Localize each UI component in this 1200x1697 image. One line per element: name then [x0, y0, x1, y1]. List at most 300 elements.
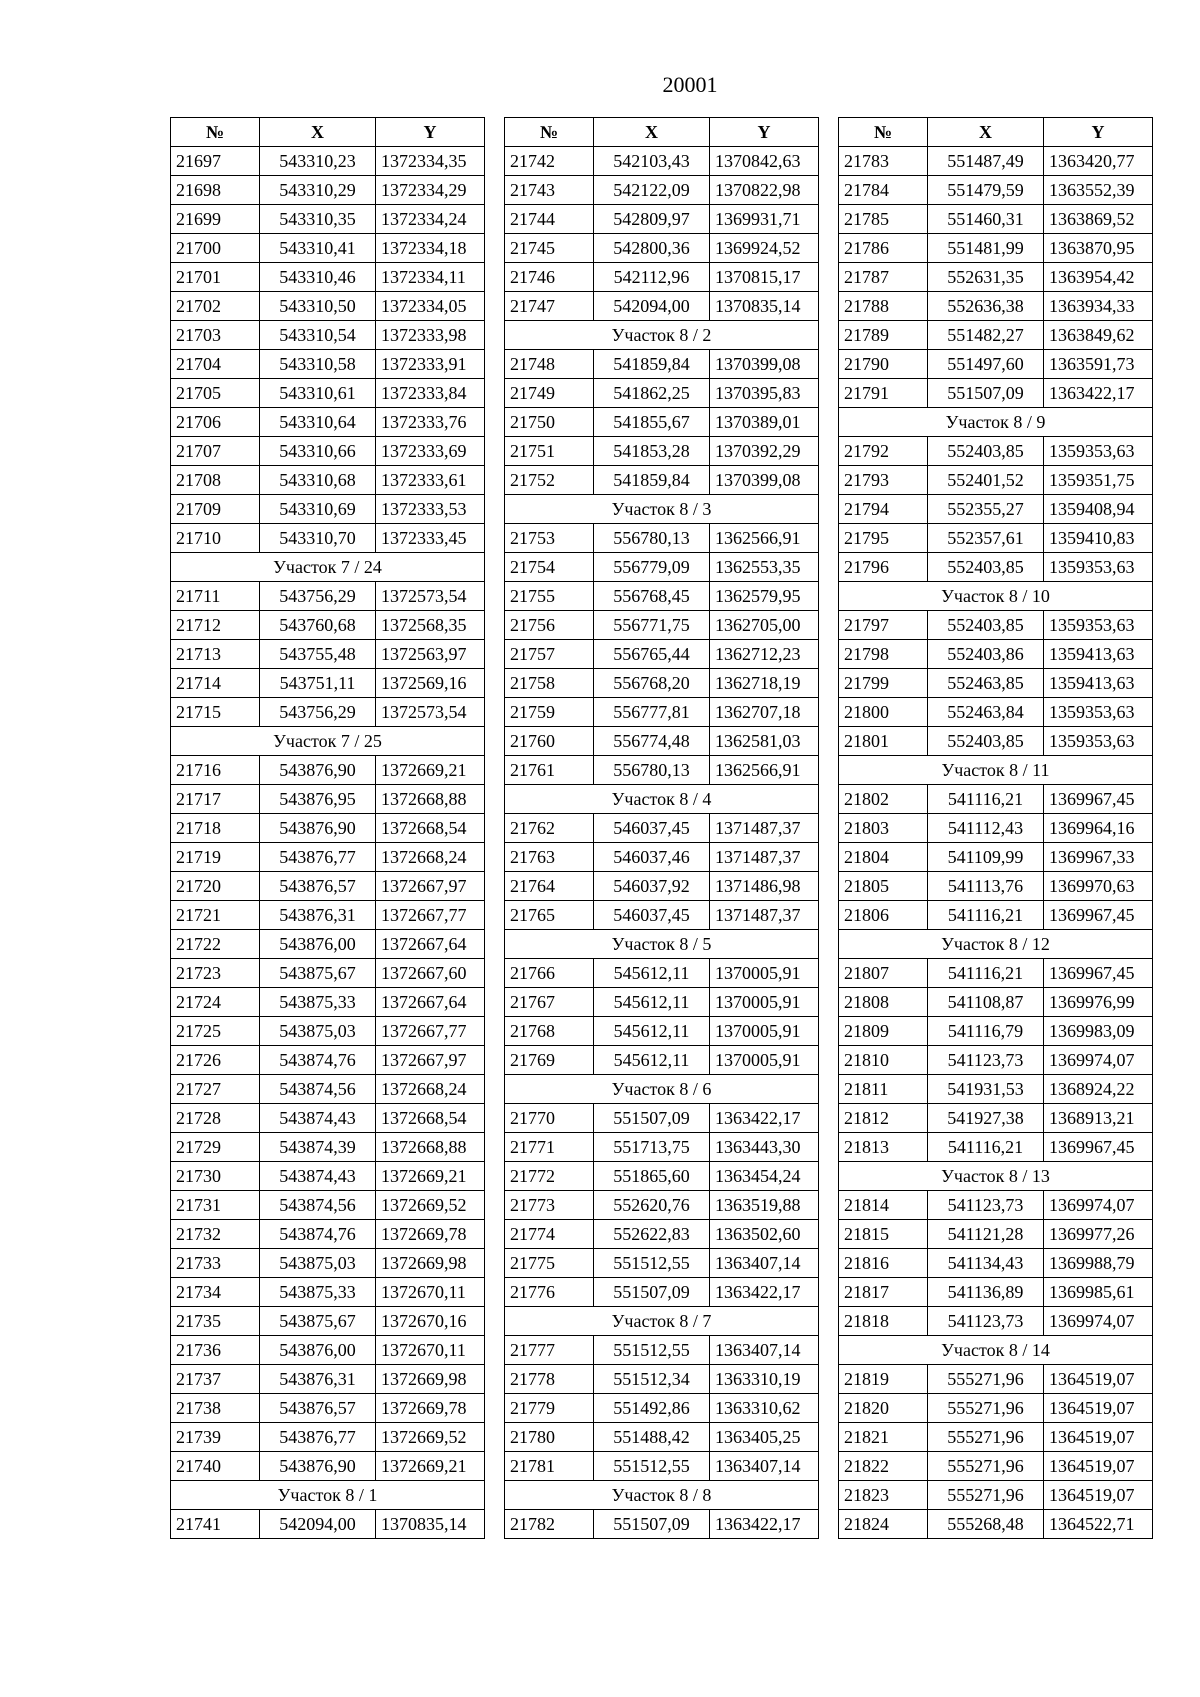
- point-number-cell: 21765: [505, 901, 594, 930]
- x-coordinate-cell: 541123,73: [928, 1307, 1044, 1336]
- point-number-cell: 21789: [839, 321, 928, 350]
- section-label: Участок 8 / 7: [505, 1307, 819, 1336]
- point-number-cell: 21823: [839, 1481, 928, 1510]
- table-row: [839, 1191, 1153, 1220]
- x-coordinate-cell: 555271,96: [928, 1365, 1044, 1394]
- point-number-cell: 21802: [839, 785, 928, 814]
- x-coordinate-cell: 543874,39: [260, 1133, 376, 1162]
- x-coordinate-cell: 551507,09: [594, 1104, 710, 1133]
- point-number-cell: 21723: [171, 959, 260, 988]
- x-coordinate-cell: 551482,27: [928, 321, 1044, 350]
- point-number-cell: 21719: [171, 843, 260, 872]
- point-number-cell: 21700: [171, 234, 260, 263]
- table-row: [171, 930, 485, 959]
- x-coordinate-cell: 543755,48: [260, 640, 376, 669]
- y-coordinate-cell: 1372333,53: [376, 495, 485, 524]
- table-row: [171, 1394, 485, 1423]
- y-coordinate-cell: 1370389,01: [710, 408, 819, 437]
- x-coordinate-cell: 543876,00: [260, 1336, 376, 1365]
- y-coordinate-cell: 1362581,03: [710, 727, 819, 756]
- y-coordinate-cell: 1372668,88: [376, 785, 485, 814]
- table-row: [839, 1249, 1153, 1278]
- point-number-cell: 21717: [171, 785, 260, 814]
- table-row: [505, 843, 819, 872]
- point-number-cell: 21793: [839, 466, 928, 495]
- x-coordinate-cell: 543310,70: [260, 524, 376, 553]
- x-coordinate-cell: 556779,09: [594, 553, 710, 582]
- y-coordinate-cell: 1363422,17: [710, 1104, 819, 1133]
- y-coordinate-cell: 1370822,98: [710, 176, 819, 205]
- point-number-cell: 21752: [505, 466, 594, 495]
- x-coordinate-cell: 541116,79: [928, 1017, 1044, 1046]
- y-coordinate-cell: 1369967,45: [1044, 785, 1153, 814]
- point-number-cell: 21808: [839, 988, 928, 1017]
- y-coordinate-cell: 1372670,11: [376, 1278, 485, 1307]
- table-row: [505, 1452, 819, 1481]
- point-number-cell: 21804: [839, 843, 928, 872]
- point-number-cell: 21819: [839, 1365, 928, 1394]
- x-coordinate-cell: 543751,11: [260, 669, 376, 698]
- y-coordinate-cell: 1363870,95: [1044, 234, 1153, 263]
- y-coordinate-cell: 1363407,14: [710, 1336, 819, 1365]
- x-coordinate-cell: 541116,21: [928, 959, 1044, 988]
- y-coordinate-cell: 1372668,24: [376, 843, 485, 872]
- table-row: [171, 582, 485, 611]
- table-row: [171, 1423, 485, 1452]
- y-coordinate-cell: 1372668,88: [376, 1133, 485, 1162]
- point-number-cell: 21766: [505, 959, 594, 988]
- x-coordinate-cell: 551488,42: [594, 1423, 710, 1452]
- y-coordinate-cell: 1363443,30: [710, 1133, 819, 1162]
- x-coordinate-cell: 543875,03: [260, 1017, 376, 1046]
- table-row: [839, 611, 1153, 640]
- y-coordinate-cell: 1372333,76: [376, 408, 485, 437]
- point-number-cell: 21751: [505, 437, 594, 466]
- x-coordinate-cell: 541853,28: [594, 437, 710, 466]
- y-coordinate-cell: 1370392,29: [710, 437, 819, 466]
- table-row: [505, 872, 819, 901]
- table-row: [171, 466, 485, 495]
- x-coordinate-cell: 552620,76: [594, 1191, 710, 1220]
- x-coordinate-cell: 543874,76: [260, 1220, 376, 1249]
- point-number-cell: 21742: [505, 147, 594, 176]
- x-coordinate-cell: 543310,23: [260, 147, 376, 176]
- x-coordinate-cell: 543874,43: [260, 1162, 376, 1191]
- y-coordinate-cell: 1369974,07: [1044, 1307, 1153, 1336]
- point-number-cell: 21780: [505, 1423, 594, 1452]
- point-number-cell: 21705: [171, 379, 260, 408]
- x-coordinate-cell: 543876,95: [260, 785, 376, 814]
- table-row: [839, 1104, 1153, 1133]
- y-coordinate-cell: 1372334,24: [376, 205, 485, 234]
- x-coordinate-cell: 543310,68: [260, 466, 376, 495]
- table-row: [839, 1307, 1153, 1336]
- section-label: Участок 8 / 5: [505, 930, 819, 959]
- y-coordinate-cell: 1368913,21: [1044, 1104, 1153, 1133]
- point-number-cell: 21762: [505, 814, 594, 843]
- y-coordinate-cell: 1372334,05: [376, 292, 485, 321]
- table-row: [505, 466, 819, 495]
- table-row: [839, 872, 1153, 901]
- table-row: [171, 698, 485, 727]
- table-row: [171, 1191, 485, 1220]
- section-row: [171, 727, 485, 756]
- section-row: [839, 408, 1153, 437]
- page-number: 20001: [662, 72, 718, 97]
- x-coordinate-cell: 543876,90: [260, 1452, 376, 1481]
- table-row: [839, 205, 1153, 234]
- x-coordinate-cell: 542094,00: [260, 1510, 376, 1539]
- x-coordinate-cell: 542103,43: [594, 147, 710, 176]
- section-row: [839, 1336, 1153, 1365]
- point-number-cell: 21734: [171, 1278, 260, 1307]
- section-row: [505, 785, 819, 814]
- table-row: [171, 1162, 485, 1191]
- y-coordinate-cell: 1363422,17: [710, 1278, 819, 1307]
- x-coordinate-cell: 555271,96: [928, 1481, 1044, 1510]
- x-coordinate-cell: 542800,36: [594, 234, 710, 263]
- header-y: Y: [710, 118, 819, 147]
- point-number-cell: 21722: [171, 930, 260, 959]
- x-coordinate-cell: 555268,48: [928, 1510, 1044, 1539]
- x-coordinate-cell: 551460,31: [928, 205, 1044, 234]
- table-row: [839, 495, 1153, 524]
- y-coordinate-cell: 1359353,63: [1044, 727, 1153, 756]
- y-coordinate-cell: 1370395,83: [710, 379, 819, 408]
- point-number-cell: 21754: [505, 553, 594, 582]
- table-row: [505, 959, 819, 988]
- y-coordinate-cell: 1372669,98: [376, 1365, 485, 1394]
- point-number-cell: 21738: [171, 1394, 260, 1423]
- y-coordinate-cell: 1359353,63: [1044, 437, 1153, 466]
- point-number-cell: 21746: [505, 263, 594, 292]
- point-number-cell: 21774: [505, 1220, 594, 1249]
- point-number-cell: 21699: [171, 205, 260, 234]
- header-number: №: [505, 118, 594, 147]
- point-number-cell: 21725: [171, 1017, 260, 1046]
- table-row: [505, 1394, 819, 1423]
- section-row: [505, 495, 819, 524]
- section-label: Участок 8 / 14: [839, 1336, 1153, 1365]
- point-number-cell: 21704: [171, 350, 260, 379]
- y-coordinate-cell: 1372669,78: [376, 1220, 485, 1249]
- point-number-cell: 21770: [505, 1104, 594, 1133]
- table-header-row: [839, 118, 1153, 147]
- table-row: [839, 814, 1153, 843]
- y-coordinate-cell: 1363869,52: [1044, 205, 1153, 234]
- table-row: [839, 669, 1153, 698]
- point-number-cell: 21783: [839, 147, 928, 176]
- point-number-cell: 21792: [839, 437, 928, 466]
- table-row: [839, 1481, 1153, 1510]
- point-number-cell: 21784: [839, 176, 928, 205]
- x-coordinate-cell: 555271,96: [928, 1394, 1044, 1423]
- y-coordinate-cell: 1364519,07: [1044, 1365, 1153, 1394]
- header-x: X: [928, 118, 1044, 147]
- x-coordinate-cell: 556780,13: [594, 524, 710, 553]
- y-coordinate-cell: 1372333,69: [376, 437, 485, 466]
- x-coordinate-cell: 552401,52: [928, 466, 1044, 495]
- point-number-cell: 21714: [171, 669, 260, 698]
- section-row: [171, 1481, 485, 1510]
- x-coordinate-cell: 551507,09: [928, 379, 1044, 408]
- point-number-cell: 21733: [171, 1249, 260, 1278]
- table-row: [505, 1365, 819, 1394]
- y-coordinate-cell: 1372334,18: [376, 234, 485, 263]
- point-number-cell: 21739: [171, 1423, 260, 1452]
- table-row: [171, 959, 485, 988]
- table-row: [839, 843, 1153, 872]
- x-coordinate-cell: 541859,84: [594, 350, 710, 379]
- table-row: [505, 263, 819, 292]
- header-y: Y: [376, 118, 485, 147]
- y-coordinate-cell: 1372670,16: [376, 1307, 485, 1336]
- table-row: [171, 1133, 485, 1162]
- table-header-row: [171, 118, 485, 147]
- y-coordinate-cell: 1372667,60: [376, 959, 485, 988]
- y-coordinate-cell: 1372667,77: [376, 1017, 485, 1046]
- point-number-cell: 21749: [505, 379, 594, 408]
- table-row: [505, 379, 819, 408]
- y-coordinate-cell: 1372573,54: [376, 698, 485, 727]
- x-coordinate-cell: 552403,85: [928, 553, 1044, 582]
- x-coordinate-cell: 542809,97: [594, 205, 710, 234]
- point-number-cell: 21817: [839, 1278, 928, 1307]
- table-row: [505, 1046, 819, 1075]
- y-coordinate-cell: 1372668,54: [376, 1104, 485, 1133]
- table-row: [171, 292, 485, 321]
- section-label: Участок 8 / 2: [505, 321, 819, 350]
- y-coordinate-cell: 1369924,52: [710, 234, 819, 263]
- table-row: [839, 1365, 1153, 1394]
- point-number-cell: 21786: [839, 234, 928, 263]
- y-coordinate-cell: 1370835,14: [710, 292, 819, 321]
- point-number-cell: 21801: [839, 727, 928, 756]
- y-coordinate-cell: 1370399,08: [710, 466, 819, 495]
- table-row: [505, 988, 819, 1017]
- point-number-cell: 21721: [171, 901, 260, 930]
- section-row: [505, 930, 819, 959]
- x-coordinate-cell: 551512,34: [594, 1365, 710, 1394]
- point-number-cell: 21777: [505, 1336, 594, 1365]
- y-coordinate-cell: 1372669,52: [376, 1423, 485, 1452]
- table-row: [839, 1423, 1153, 1452]
- y-coordinate-cell: 1359410,83: [1044, 524, 1153, 553]
- y-coordinate-cell: 1359413,63: [1044, 640, 1153, 669]
- table-row: [839, 553, 1153, 582]
- section-row: [839, 756, 1153, 785]
- point-number-cell: 21747: [505, 292, 594, 321]
- x-coordinate-cell: 541123,73: [928, 1191, 1044, 1220]
- point-number-cell: 21707: [171, 437, 260, 466]
- point-number-cell: 21716: [171, 756, 260, 785]
- x-coordinate-cell: 551479,59: [928, 176, 1044, 205]
- point-number-cell: 21731: [171, 1191, 260, 1220]
- table-row: [171, 640, 485, 669]
- section-row: [171, 553, 485, 582]
- table-row: [505, 814, 819, 843]
- table-row: [171, 756, 485, 785]
- point-number-cell: 21820: [839, 1394, 928, 1423]
- x-coordinate-cell: 541927,38: [928, 1104, 1044, 1133]
- table-row: [839, 350, 1153, 379]
- table-row: [839, 1133, 1153, 1162]
- point-number-cell: 21782: [505, 1510, 594, 1539]
- x-coordinate-cell: 552463,85: [928, 669, 1044, 698]
- table-row: [505, 1336, 819, 1365]
- table-row: [839, 1510, 1153, 1539]
- table-row: [505, 582, 819, 611]
- coordinates-table-1: [170, 117, 485, 1539]
- point-number-cell: 21769: [505, 1046, 594, 1075]
- y-coordinate-cell: 1372334,35: [376, 147, 485, 176]
- x-coordinate-cell: 543310,35: [260, 205, 376, 234]
- x-coordinate-cell: 543310,69: [260, 495, 376, 524]
- coordinates-table-3: [838, 117, 1153, 1539]
- y-coordinate-cell: 1362705,00: [710, 611, 819, 640]
- point-number-cell: 21800: [839, 698, 928, 727]
- table-row: [171, 263, 485, 292]
- x-coordinate-cell: 543875,03: [260, 1249, 376, 1278]
- point-number-cell: 21726: [171, 1046, 260, 1075]
- x-coordinate-cell: 543310,29: [260, 176, 376, 205]
- point-number-cell: 21760: [505, 727, 594, 756]
- x-coordinate-cell: 556768,45: [594, 582, 710, 611]
- point-number-cell: 21724: [171, 988, 260, 1017]
- x-coordinate-cell: 542094,00: [594, 292, 710, 321]
- y-coordinate-cell: 1362707,18: [710, 698, 819, 727]
- x-coordinate-cell: 552403,85: [928, 611, 1044, 640]
- x-coordinate-cell: 546037,45: [594, 814, 710, 843]
- table-row: [171, 1336, 485, 1365]
- table-row: [839, 698, 1153, 727]
- x-coordinate-cell: 541123,73: [928, 1046, 1044, 1075]
- section-row: [839, 582, 1153, 611]
- table-row: [505, 1423, 819, 1452]
- y-coordinate-cell: 1369967,33: [1044, 843, 1153, 872]
- section-label: Участок 7 / 24: [171, 553, 485, 582]
- table-row: [505, 524, 819, 553]
- x-coordinate-cell: 543876,57: [260, 1394, 376, 1423]
- x-coordinate-cell: 543310,46: [260, 263, 376, 292]
- point-number-cell: 21821: [839, 1423, 928, 1452]
- y-coordinate-cell: 1364519,07: [1044, 1423, 1153, 1452]
- point-number-cell: 21791: [839, 379, 928, 408]
- table-row: [505, 147, 819, 176]
- table-row: [505, 1249, 819, 1278]
- table-row: [505, 640, 819, 669]
- point-number-cell: 21757: [505, 640, 594, 669]
- x-coordinate-cell: 551487,49: [928, 147, 1044, 176]
- y-coordinate-cell: 1362566,91: [710, 524, 819, 553]
- table-row: [839, 1220, 1153, 1249]
- point-number-cell: 21773: [505, 1191, 594, 1220]
- x-coordinate-cell: 543876,31: [260, 1365, 376, 1394]
- y-coordinate-cell: 1372668,24: [376, 1075, 485, 1104]
- point-number-cell: 21741: [171, 1510, 260, 1539]
- point-number-cell: 21778: [505, 1365, 594, 1394]
- y-coordinate-cell: 1372669,52: [376, 1191, 485, 1220]
- section-label: Участок 7 / 25: [171, 727, 485, 756]
- table-row: [505, 408, 819, 437]
- x-coordinate-cell: 551507,09: [594, 1278, 710, 1307]
- y-coordinate-cell: 1371487,37: [710, 843, 819, 872]
- y-coordinate-cell: 1359353,63: [1044, 553, 1153, 582]
- point-number-cell: 21764: [505, 872, 594, 901]
- point-number-cell: 21702: [171, 292, 260, 321]
- x-coordinate-cell: 551512,55: [594, 1336, 710, 1365]
- y-coordinate-cell: 1370005,91: [710, 1017, 819, 1046]
- y-coordinate-cell: 1372667,97: [376, 872, 485, 901]
- x-coordinate-cell: 541108,87: [928, 988, 1044, 1017]
- x-coordinate-cell: 543875,67: [260, 1307, 376, 1336]
- y-coordinate-cell: 1370815,17: [710, 263, 819, 292]
- x-coordinate-cell: 542122,09: [594, 176, 710, 205]
- point-number-cell: 21785: [839, 205, 928, 234]
- table-row: [505, 553, 819, 582]
- point-number-cell: 21787: [839, 263, 928, 292]
- table-row: [839, 437, 1153, 466]
- table-row: [839, 1278, 1153, 1307]
- table-row: [839, 901, 1153, 930]
- point-number-cell: 21709: [171, 495, 260, 524]
- x-coordinate-cell: 541113,76: [928, 872, 1044, 901]
- header-x: X: [260, 118, 376, 147]
- table-row: [171, 495, 485, 524]
- section-label: Участок 8 / 3: [505, 495, 819, 524]
- point-number-cell: 21807: [839, 959, 928, 988]
- y-coordinate-cell: 1372670,11: [376, 1336, 485, 1365]
- y-coordinate-cell: 1369967,45: [1044, 901, 1153, 930]
- y-coordinate-cell: 1372668,54: [376, 814, 485, 843]
- point-number-cell: 21788: [839, 292, 928, 321]
- x-coordinate-cell: 543310,50: [260, 292, 376, 321]
- y-coordinate-cell: 1372669,21: [376, 1452, 485, 1481]
- x-coordinate-cell: 541116,21: [928, 785, 1044, 814]
- x-coordinate-cell: 543876,77: [260, 843, 376, 872]
- point-number-cell: 21727: [171, 1075, 260, 1104]
- table-row: [171, 1365, 485, 1394]
- table-row: [171, 234, 485, 263]
- section-label: Участок 8 / 13: [839, 1162, 1153, 1191]
- table-row: [839, 466, 1153, 495]
- section-row: [839, 930, 1153, 959]
- x-coordinate-cell: 555271,96: [928, 1452, 1044, 1481]
- x-coordinate-cell: 546037,45: [594, 901, 710, 930]
- point-number-cell: 21745: [505, 234, 594, 263]
- table-row: [171, 1278, 485, 1307]
- x-coordinate-cell: 541855,67: [594, 408, 710, 437]
- x-coordinate-cell: 543310,41: [260, 234, 376, 263]
- point-number-cell: 21720: [171, 872, 260, 901]
- y-coordinate-cell: 1371487,37: [710, 901, 819, 930]
- y-coordinate-cell: 1371487,37: [710, 814, 819, 843]
- point-number-cell: 21806: [839, 901, 928, 930]
- x-coordinate-cell: 541116,21: [928, 1133, 1044, 1162]
- y-coordinate-cell: 1370005,91: [710, 988, 819, 1017]
- point-number-cell: 21803: [839, 814, 928, 843]
- point-number-cell: 21813: [839, 1133, 928, 1162]
- table-row: [171, 988, 485, 1017]
- section-row: [505, 1481, 819, 1510]
- x-coordinate-cell: 552403,86: [928, 640, 1044, 669]
- x-coordinate-cell: 543874,43: [260, 1104, 376, 1133]
- y-coordinate-cell: 1372669,78: [376, 1394, 485, 1423]
- point-number-cell: 21743: [505, 176, 594, 205]
- y-coordinate-cell: 1372334,11: [376, 263, 485, 292]
- table-row: [839, 1017, 1153, 1046]
- section-label: Участок 8 / 10: [839, 582, 1153, 611]
